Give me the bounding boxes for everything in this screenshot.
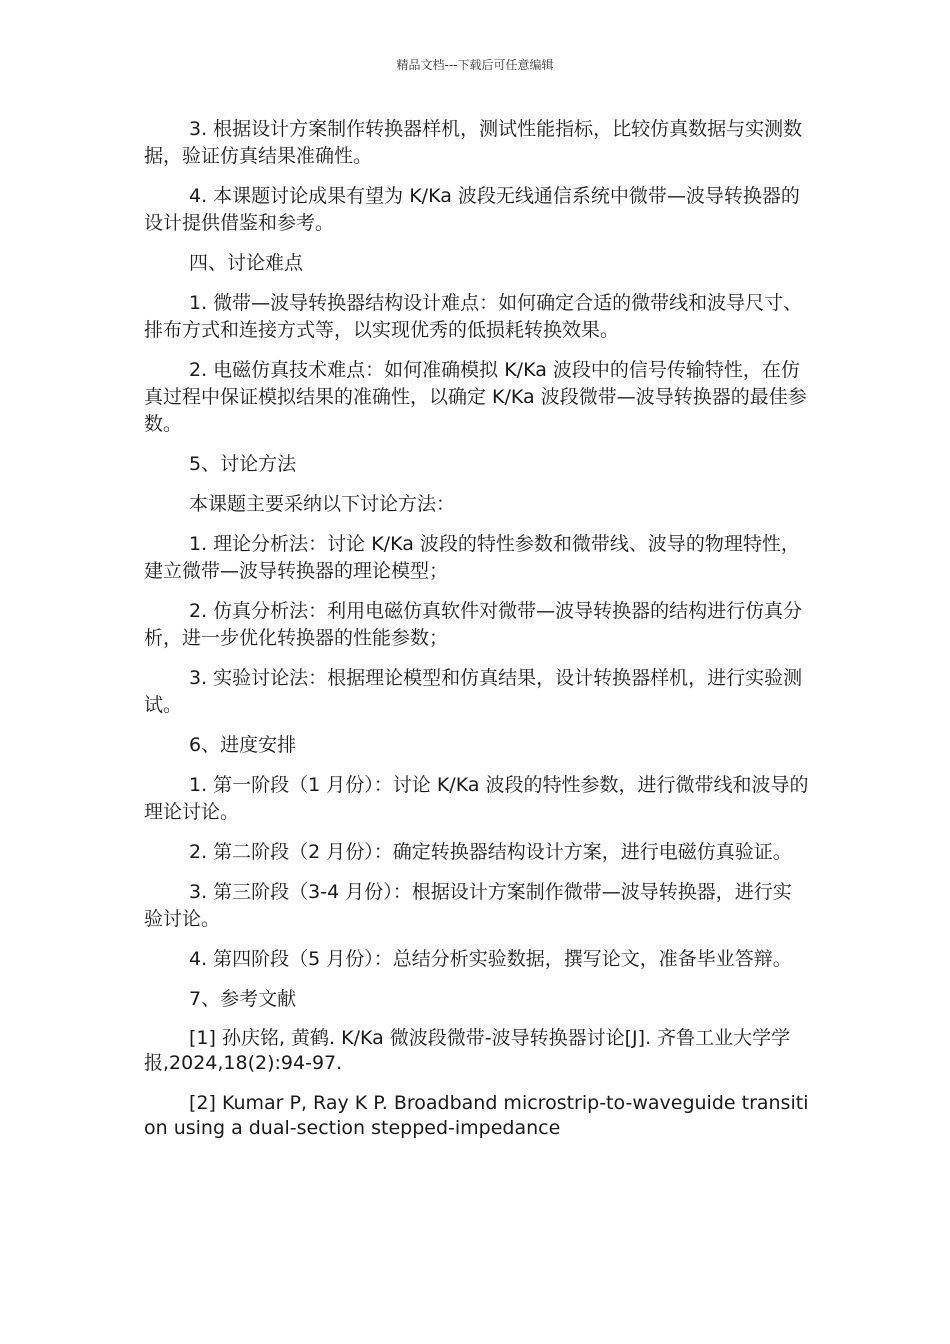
paragraph-difficulty-2: 2. 电磁仿真技术难点：如何准确模拟 K/Ka 波段中的信号传输特性，在仿真过程中保证模拟结果的准确性，以确定 K/Ka 波段微带—波导转换器的最佳参数。	[144, 359, 807, 435]
paragraph-method-2: 2. 仿真分析法：利用电磁仿真软件对微带—波导转换器的结构进行仿真分析，进一步优化转换器的性能参数；	[144, 600, 803, 649]
section-heading-references: 7、参考文献	[189, 988, 297, 1010]
section-heading-schedule: 6、进度安排	[189, 734, 297, 756]
paragraph-difficulty-1: 1. 微带—波导转换器结构设计难点：如何确定合适的微带线和波导尺寸、排布方式和连接方式等，以实现优秀的低损耗转换效果。	[144, 292, 803, 341]
paragraph-schedule-4: 4. 第四阶段（5 月份）：总结分析实验数据，撰写论文，准备毕业答辩。	[189, 948, 792, 970]
paragraph-schedule-3: 3. 第三阶段（3-4 月份）：根据设计方案制作微带—波导转换器，进行实验讨论。	[144, 881, 792, 930]
page-header: 精品文档---下载后可任意编辑	[396, 58, 554, 72]
paragraph-method-1: 1. 理论分析法：讨论 K/Ka 波段的特性参数和微带线、波导的物理特性，建立微带—波导转换器的理论模型；	[144, 533, 800, 582]
paragraph-schedule-2: 2. 第二阶段（2 月份）：确定转换器结构设计方案，进行电磁仿真验证。	[189, 841, 792, 863]
document-body	[144, 116, 810, 1156]
reference-item-2: [2] Kumar P, Ray K P. Broadband microstrip-to-waveguide transition using a dual-section stepped-impedance	[144, 1092, 809, 1139]
paragraph-methods-intro: 本课题主要采纳以下讨论方法：	[189, 493, 456, 515]
paragraph-schedule-1: 1. 第一阶段（1 月份）：讨论 K/Ka 波段的特性参数，进行微带线和波导的理论讨论。	[144, 774, 809, 823]
section-heading-difficulties: 四、讨论难点	[189, 252, 304, 274]
section-heading-methods: 5、讨论方法	[189, 453, 297, 475]
paragraph-item-4: 4. 本课题讨论成果有望为 K/Ka 波段无线通信系统中微带—波导转换器的设计提供借鉴和参考。	[144, 185, 800, 234]
reference-item-1: [1] 孙庆铭, 黄鹤. K/Ka 微波段微带-波导转换器讨论[J]. 齐鲁工业大学学报,2024,18(2):94-97.	[144, 1027, 791, 1074]
paragraph-method-3: 3. 实验讨论法：根据理论模型和仿真结果，设计转换器样机，进行实验测试。	[144, 667, 803, 716]
paragraph-item-3: 3. 根据设计方案制作转换器样机，测试性能指标，比较仿真数据与实测数据，验证仿真结果准确性。	[144, 118, 803, 167]
